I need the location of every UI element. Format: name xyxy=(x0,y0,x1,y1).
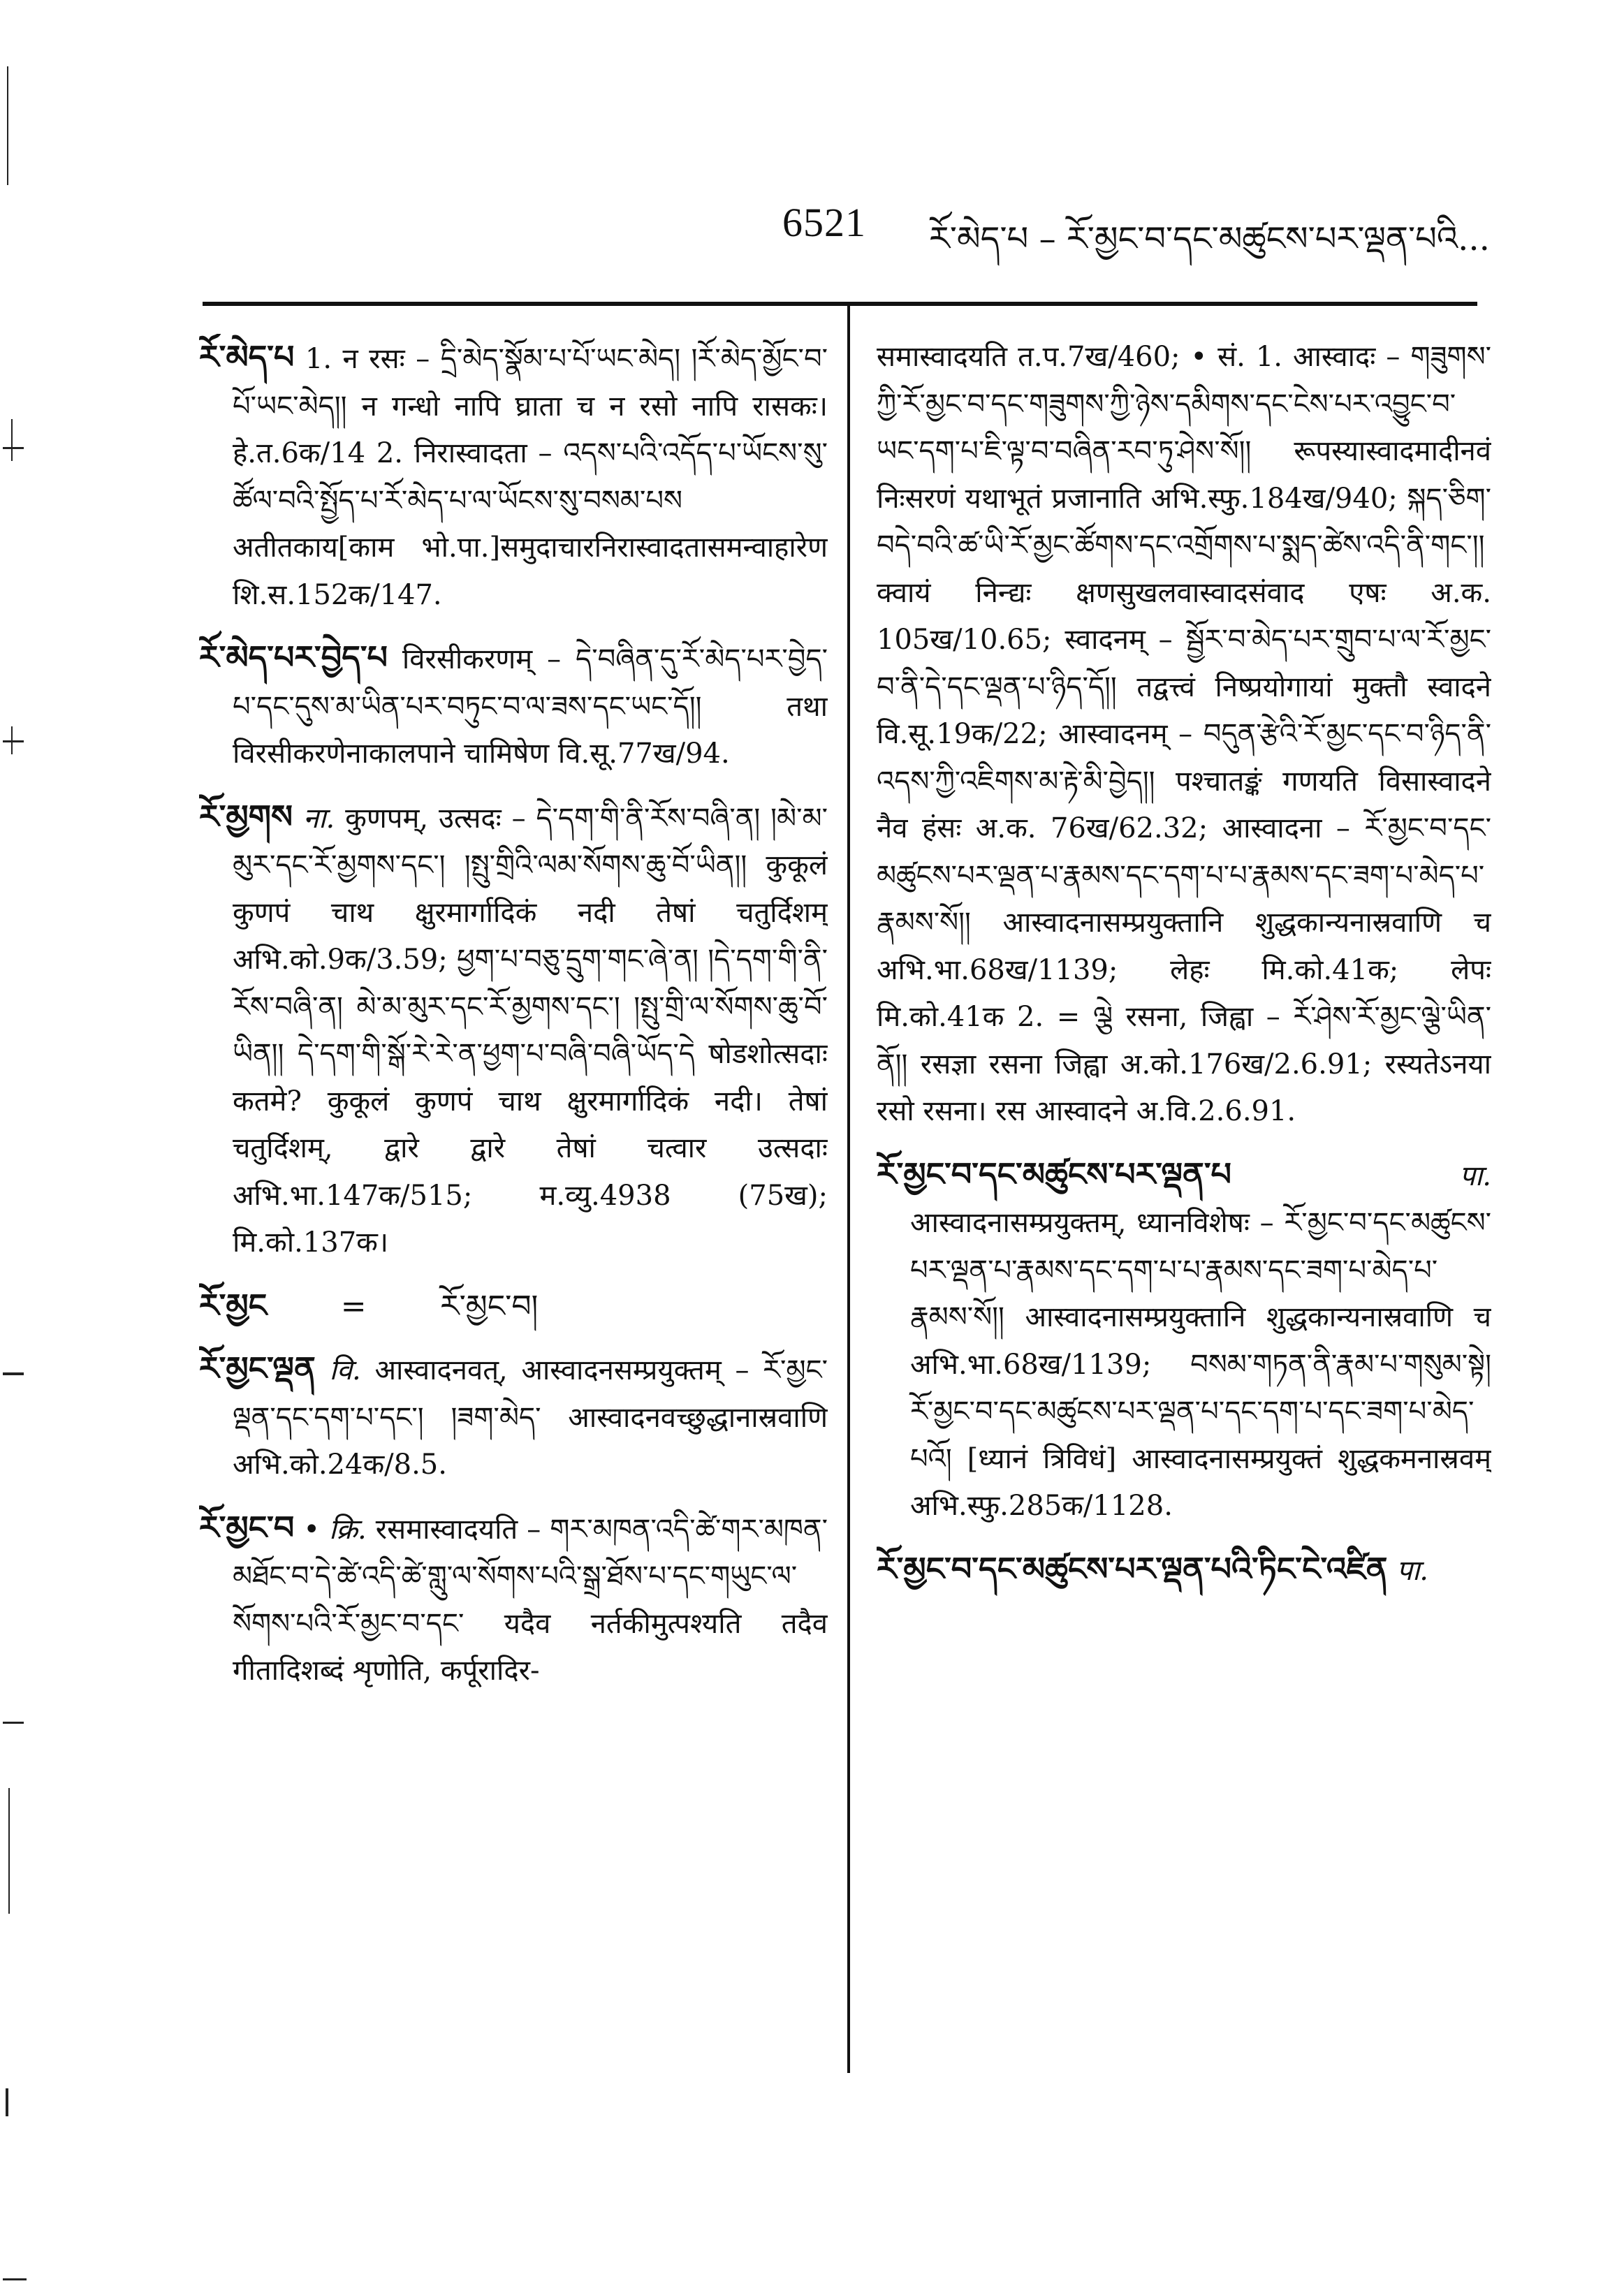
column-divider xyxy=(847,306,850,2073)
cross-reference-target: རོ་མྱང་བ། xyxy=(440,1288,539,1324)
page-number: 6521 xyxy=(782,200,866,245)
entry-headword: རོ་མྱགས xyxy=(199,797,293,835)
dictionary-entry xyxy=(199,793,828,1267)
entry-headword: རོ་མེད་པར་བྱེད་པ xyxy=(199,638,388,676)
entry-text: समास्वादयति त.प.7ख/460; • सं. 1. आस्वादः – གཟུགས་ཀྱི་རོ་མྱང་བ་དང་གཟུགས་ཀྱི་ཉེས་དམིགས་དང་ངེས་པར་འབྱུང་བ་ཡང་དག་པ་ཇི་ལྟ་བ་བཞིན་རབ་ཏུ་ཤེས་སོ།། रूपस्यास्वादमादीनवं निःसरणं यथाभूतं प्रजानाति अभि.स्फु.184ख/940; སྐད་ཅིག་བདེ་བའི་ཚ་ཡི་རོ་མྱང་ཚོགས་དང་འགྲོགས་པ་སྨད་ཚེས་འདི་ནི་གང་།། क्वायं निन्द्यः क्षणसुखलवास्वादसंवाद एषः अ.क. 105ख/10.65; स्वादनम् – སྦྱོར་བ་མེད་པར་གྲུབ་པ་ལ་རོ་མྱང་བ་ནི་དེ་དང་ལྡན་པ་ཉིད་དོ།། तद्वत्त्वं निष्प्रयोगायां मुक्तौ स्वादने वि.सू.19क/22; आस्वादनम् – བདུན་རྩེའི་རོ་མྱང་དང་བ་ཉིད་ནི་འདས་ཀྱི་འཇིགས་མ་རྟེ་མི་བྱེད།། पश्चातङ्कं गणयति विसास्वादने नैव हंसः अ.क. 76ख/62.32; आस्वादना – རོ་མྱང་བ་དང་མཚུངས་པར་ལྡན་པ་རྣམས་དང་དག་པ་པ་རྣམས་དང་ཟག་པ་མེད་པ་རྣམས་སོ།། आस्वादनासम्प्रयुक्तानि शुद्धकान्यनास्रवाणि च अभि.भा.68ख/1139; लेहः मि.को.41क; लेपः मि.को.41क 2. = ལྕེ रसना, जिह्वा – རོ་ཤེས་རོ་མྱང་ལྕེ་ཡིན་ནོ།། रसज्ञा रसना जिह्वा अ.को.176ख/2.6.91; रस्यतेऽनया रसो रसना। रस आस्वादने अ.वि.2.6.91. xyxy=(877,341,1491,1127)
entry-headword: རོ་མྱང་བ་དང་མཚུངས་པར་ལྡན་པ xyxy=(877,1155,1231,1193)
entry-text: कुणपम्, उत्सदः – དེ་དག་གི་ནི་རོས་བཞི་ན། །མེ་མ་མུར་དང་རོ་མྱགས་དང་། །སྤུ་གྲིའི་ལམ་སོགས་ཆུ་བོ་ཡིན།། कुकूलं कुणपं चाथ क्षुरमार्गादिकं नदी तेषां चतुर्दिशम् अभि.को.9क/3.59; ཕྱག་པ་བཅུ་དྲུག་གང་ཞེ་ན། །དེ་དག་གི་ནི་རོས་བཞི་ན། མེ་མ་མུར་དང་རོ་མྱགས་དང་། །སྤུ་གྲི་ལ་སོགས་ཆུ་བོ་ཡིན།། དེ་དག་གི་སྒོ་རེ་རེ་ན་ཕྱག་པ་བཞི་བཞི་ཡོད་དེ षोडशोत्सदाः कतमे? कुकूलं कुणपं चाथ क्षुरमार्गादिकं नदी। तेषां चतुर्दिशम्, द्वारे द्वारे तेषां चत्वार उत्सदाः अभि.भा.147क/515; म.व्यु.4938 (75ख); मि.को.137क। xyxy=(233,802,828,1259)
scan-edge-marks xyxy=(0,0,28,2293)
running-head: རོ་མེད་པ – རོ་མྱང་བ་དང་མཚུངས་པར་ལྡན་པའི... xyxy=(929,219,1490,258)
equals-sign: = xyxy=(340,1288,367,1324)
dictionary-entry xyxy=(199,334,828,619)
right-column xyxy=(877,334,1491,2052)
entry-text: रसमास्वादयति – གར་མཁན་འདི་ཚེ་གར་མཁན་མཐོང་བ་དེ་ཚེ་འདི་ཚེ་གླུ་ལ་སོགས་པའི་སྒྲ་ཐོས་པ་དང་གཡུང་ལ་སོགས་པའི་རོ་མྱང་བ་དང་ यदैव नर्तकीमुत्पश्यति तदैव गीतादिशब्दं शृणोति, कर्पूरादिर- xyxy=(233,1513,828,1687)
entry-headword: རོ་མྱང་བ xyxy=(199,1508,295,1546)
left-column xyxy=(199,334,828,2052)
entry-text: 1. न रसः – དྲི་མེད་སྣོམ་པ་པོ་ཡང་མེད། །རོ་མེད་མྱོང་བ་པོ་ཡང་མེད།། न गन्धो नापि घ्राता च न रसो नापि रासकः। हे.त.6क/14 2. निरास्वादता – འདས་པའི་འདོད་པ་ཡོངས་སུ་ཚོལ་བའི་སྤྱོད་པ་རོ་མེད་པ་ལ་ཡོངས་སུ་བསམ་པས अतीतकाय[काम भो.पा.]समुदाचारनिरास्वादतासमन्वाहारेण शि.स.152क/147. xyxy=(233,343,828,611)
entry-text: आस्वादनवत्, आस्वादनसम्प्रयुक्तम् – རོ་མྱང་ལྡན་དང་དག་པ་དང་། །ཟག་མེད་ आस्वादनवच्छुद्धानास्रवाणि अभि.को.24क/8.5. xyxy=(233,1354,828,1481)
header-rule xyxy=(203,302,1477,306)
grammar-label: पा. xyxy=(1396,1554,1429,1587)
dictionary-entry xyxy=(199,634,828,778)
entry-text: आस्वादनासम्प्रयुक्तम्, ध्यानविशेषः – རོ་མྱང་བ་དང་མཚུངས་པར་ལྡན་པ་རྣམས་དང་དག་པ་པ་རྣམས་དང་ཟག་པ་མེད་པ་རྣམས་སོ།། आस्वादनासम्प्रयुक्तानि शुद्धकान्यनास्रवाणि च अभि.भा.68ख/1139; བསམ་གཏན་ནི་རྣམ་པ་གསུམ་སྟེ། རོ་མྱང་བ་དང་མཚུངས་པར་ལྡན་པ་དང་དག་པ་དང་ཟག་པ་མེད་པའོ། [ध्यानं त्रिविधं] आस्वादनासम्प्रयुक्तं शुद्धकमनास्रवम् अभि.स्फु.285क/1128. xyxy=(910,1207,1491,1522)
dictionary-entry xyxy=(199,1345,828,1489)
entry-headword: རོ་མྱང xyxy=(199,1286,268,1324)
grammar-label: ना. xyxy=(302,802,335,835)
grammar-label: वि. xyxy=(329,1354,361,1386)
entry-text: विरसीकरणम् – དེ་བཞིན་དུ་རོ་མེད་པར་བྱེད་པ་དང་དུས་མ་ཡིན་པར་བཏུང་བ་ལ་ཟས་དང་ཡང་དོ།། तथा विरसीकरणेनाकालपाने चामिषेण वि.सू.77ख/94. xyxy=(233,643,828,770)
grammar-label: • क्रि. xyxy=(303,1513,367,1546)
dictionary-entry-continued xyxy=(877,334,1491,1136)
cross-reference-entry xyxy=(199,1282,828,1331)
grammar-label: पा. xyxy=(1459,1159,1491,1192)
dictionary-entry xyxy=(199,1504,828,1695)
entry-headword: རོ་མེད་པ xyxy=(199,338,295,376)
dictionary-entry xyxy=(877,1546,1491,1595)
dictionary-entry xyxy=(877,1151,1491,1530)
entry-headword: རོ་མྱང་ལྡན xyxy=(199,1349,316,1387)
entry-headword: རོ་མྱང་བ་དང་མཚུངས་པར་ལྡན་པའི་ཏིང་ངེ་འཛིན xyxy=(877,1549,1388,1588)
